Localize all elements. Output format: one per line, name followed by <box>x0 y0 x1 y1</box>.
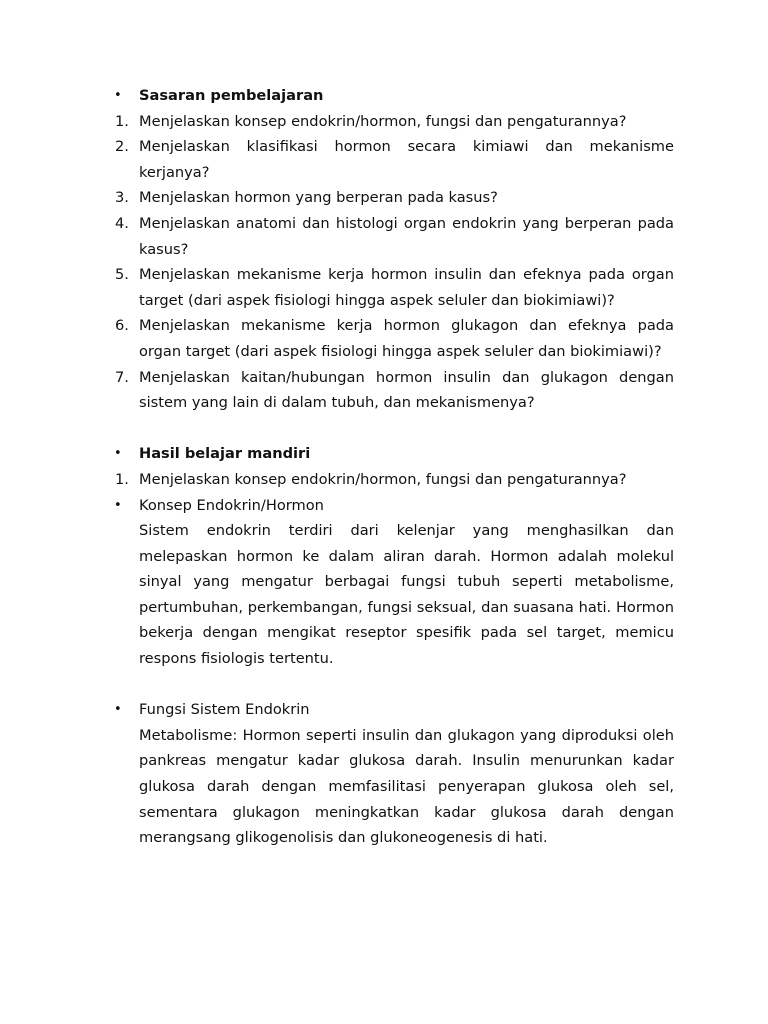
bullet-icon: • <box>114 88 122 103</box>
list-item-text: Menjelaskan klasifikasi hormon secara kimiawi dan mekanisme kerjanya? <box>139 138 674 181</box>
subtopic-title: Fungsi Sistem Endokrin <box>139 701 310 719</box>
bullet-icon: • <box>114 446 122 462</box>
list-item-text: Menjelaskan mekanisme kerja hormon glukagon dan efeknya pada organ target (dari aspek fisiologi hingga aspek seluler dan biokimiawi)? <box>139 317 674 360</box>
list-item-text: Menjelaskan kaitan/hubungan hormon insulin dan glukagon dengan sistem yang lain di dalam tubuh, dan mekanismenya? <box>139 368 674 412</box>
list-number: 5. <box>115 266 129 284</box>
list-item <box>0 313 674 364</box>
subtopic-concept <box>0 493 674 519</box>
list-item <box>0 365 674 416</box>
list-item-text: Menjelaskan hormon yang berperan pada kasus? <box>139 189 498 207</box>
list-number: 1. <box>115 112 129 130</box>
list-item <box>0 262 674 313</box>
list-number: 4. <box>115 214 129 232</box>
list-item <box>0 467 674 493</box>
list-number: 1. <box>115 470 129 488</box>
subtopic-function <box>0 697 674 723</box>
section-heading-hasil <box>0 441 674 467</box>
list-item <box>0 211 674 262</box>
list-item-text: Menjelaskan konsep endokrin/hormon, fungsi dan pengaturannya? <box>139 112 627 130</box>
section-heading-text: Sasaran pembelajaran <box>139 87 324 104</box>
function-paragraph: Metabolisme: Hormon seperti insulin dan glukagon yang diproduksi oleh pankreas mengatur kadar glukosa darah. Insulin menurunkan kadar glukosa darah dengan memfasilitasi penyerapan glukosa oleh sel, sementara glukagon meningkatkan kadar glukosa darah dengan merangsang glikogenolisis dan glukoneogenesis di hati. <box>139 726 674 847</box>
list-number: 6. <box>115 317 129 335</box>
bullet-icon: • <box>114 497 122 513</box>
spacer <box>0 416 768 442</box>
section-heading-sasaran <box>0 83 674 109</box>
concept-paragraph: Sistem endokrin terdiri dari kelenjar yang menghasilkan dan melepaskan hormon ke dalam aliran darah. Hormon adalah molekul sinyal yang mengatur berbagai fungsi tubuh seperti metabolisme, pertumbuhan, perkembangan, fungsi seksual, dan suasana hati. Hormon bekerja dengan mengikat reseptor spesifik pada sel target, memicu respons fisiologis tertentu. <box>139 522 674 668</box>
list-item <box>0 185 674 211</box>
spacer <box>0 672 768 698</box>
list-item-text: Menjelaskan mekanisme kerja hormon insulin dan efeknya pada organ target (dari aspek fisiologi hingga aspek seluler dan biokimiawi)? <box>139 266 674 309</box>
list-item <box>0 109 674 135</box>
list-item <box>0 134 674 185</box>
list-item-text: Menjelaskan konsep endokrin/hormon, fungsi dan pengaturannya? <box>139 470 627 488</box>
subtopic-title: Konsep Endokrin/Hormon <box>139 496 324 514</box>
list-number: 2. <box>115 138 129 156</box>
list-number: 3. <box>115 189 129 207</box>
list-item-text: Menjelaskan anatomi dan histologi organ endokrin yang berperan pada kasus? <box>139 214 674 258</box>
list-number: 7. <box>115 368 129 386</box>
bullet-icon: • <box>114 702 122 718</box>
section-heading-text: Hasil belajar mandiri <box>139 445 311 463</box>
document-page <box>0 83 768 851</box>
